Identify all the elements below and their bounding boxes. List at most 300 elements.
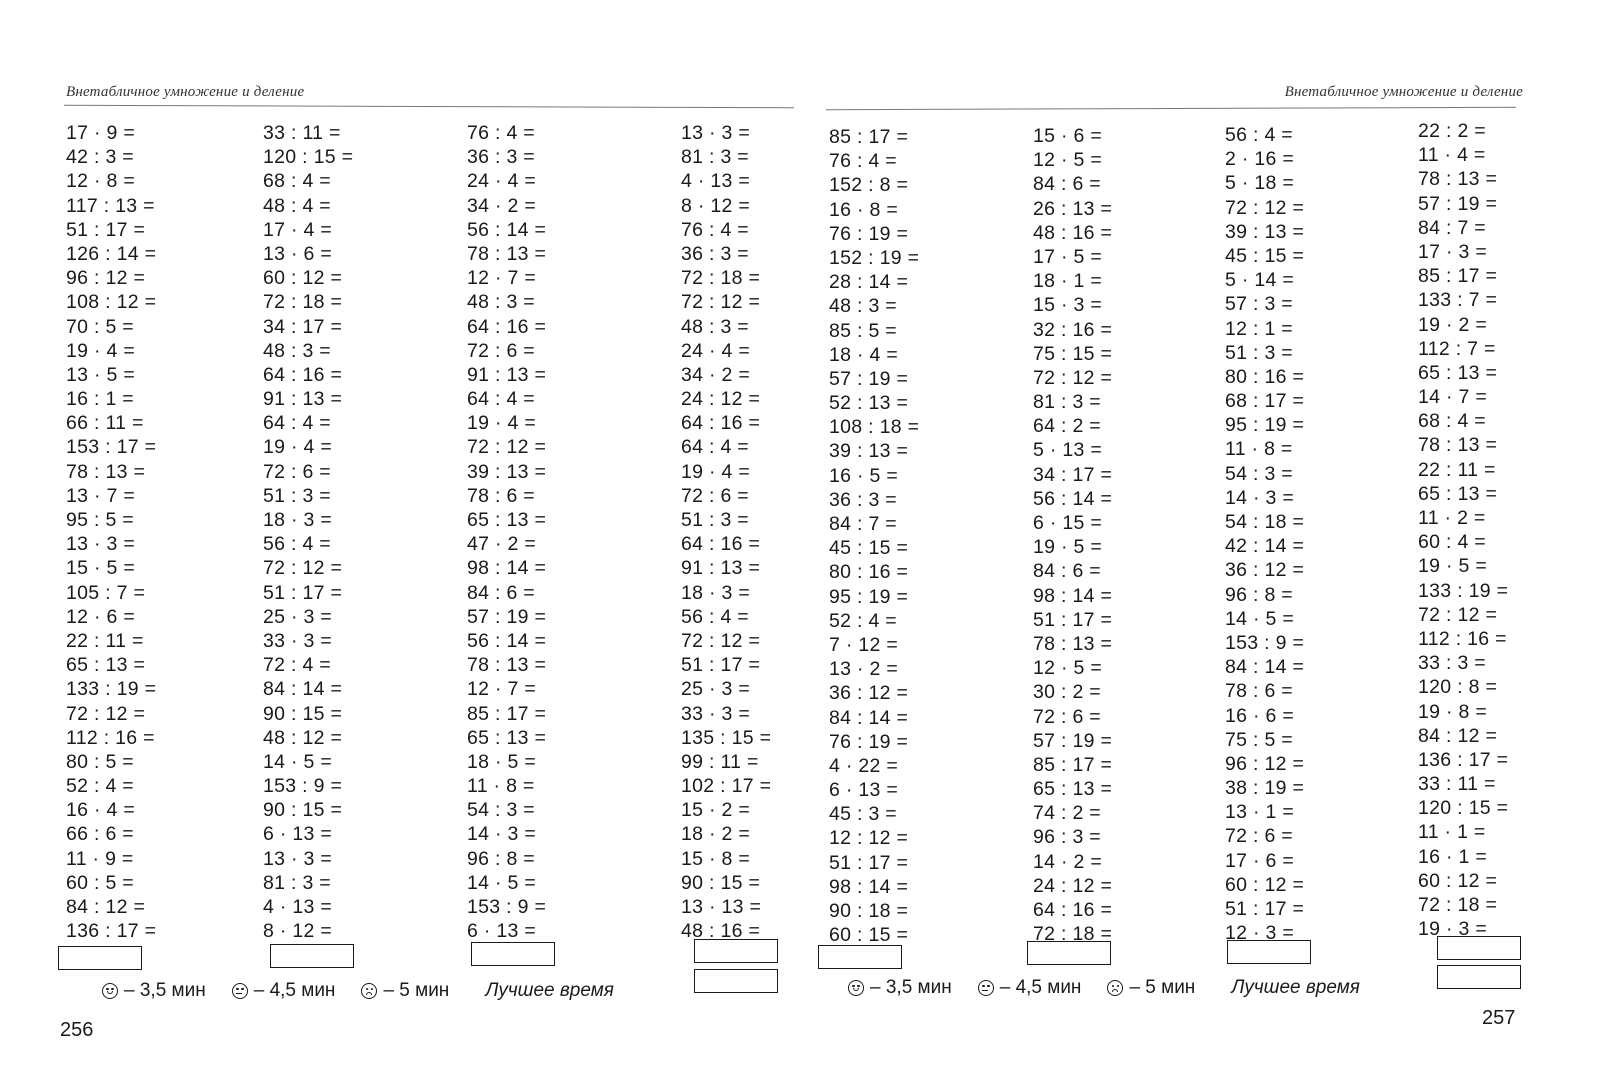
exercise-item: 112 : 16 = [66, 726, 155, 749]
header-rule [64, 105, 794, 109]
exercise-item: 57 : 19 = [1033, 729, 1113, 752]
exercise-item: 72 : 6 = [1033, 705, 1101, 728]
exercise-item: 15 · 2 = [681, 799, 751, 822]
exercise-item: 19 · 4 = [467, 412, 537, 435]
exercise-column-4 [681, 121, 771, 943]
legend-medium-label: – 4,5 мин [253, 980, 336, 1001]
exercise-item: 72 : 6 = [1225, 825, 1293, 848]
exercise-item: 51 : 17 = [1225, 898, 1305, 920]
exercise-item: 14 · 2 = [1033, 850, 1103, 873]
exercise-item: 16 : 1 = [66, 388, 134, 411]
exercise-item: 22 : 11 = [66, 629, 144, 652]
legend-fast-label: – 3,5 мин [124, 980, 206, 1001]
left-page [0, 0, 800, 1080]
time-box[interactable] [58, 946, 142, 970]
exercise-item: 12 · 7 = [467, 678, 537, 701]
exercise-item: 24 : 12 = [681, 388, 761, 411]
exercise-item: 90 : 15 = [263, 799, 343, 822]
exercise-item: 80 : 16 = [1225, 365, 1305, 388]
exercise-item: 84 : 12 = [66, 896, 146, 918]
exercise-item: 19 · 5 = [1033, 536, 1103, 559]
exercise-item: 72 : 12 = [681, 629, 761, 652]
exercise-item: 102 : 17 = [681, 775, 772, 798]
exercise-item: 108 : 18 = [829, 416, 920, 439]
exercise-item: 6 · 13 = [263, 823, 333, 846]
exercise-item: 54 : 3 = [467, 799, 535, 822]
exercise-item: 90 : 18 = [829, 900, 909, 922]
sad-face-icon [361, 983, 377, 999]
exercise-item: 153 : 9 = [1225, 631, 1305, 654]
exercise-item: 78 : 13 = [467, 654, 547, 677]
neutral-face-icon [232, 983, 248, 999]
exercise-item: 152 : 19 = [829, 246, 920, 269]
legend-fast [102, 980, 206, 1002]
exercise-item: 96 : 12 = [1225, 752, 1305, 775]
exercise-item: 78 : 13 = [467, 242, 547, 265]
exercise-item: 72 : 12 = [1225, 196, 1305, 219]
exercise-item: 72 : 12 = [1033, 366, 1113, 389]
exercise-item: 57 : 19 = [1418, 192, 1498, 215]
exercise-item: 19 · 4 = [263, 436, 333, 459]
exercise-item: 36 : 12 = [829, 682, 909, 705]
exercise-item: 65 : 13 = [66, 654, 146, 677]
exercise-item: 52 : 4 = [829, 609, 897, 632]
exercise-item: 64 : 16 = [263, 363, 343, 386]
exercise-item: 12 · 5 = [1033, 657, 1103, 680]
exercise-item: 96 : 8 = [467, 847, 535, 870]
exercise-item: 12 : 1 = [1225, 317, 1293, 340]
exercise-item: 64 : 4 = [263, 412, 331, 435]
exercise-item: 16 · 5 = [829, 464, 899, 487]
exercise-item: 136 : 17 = [66, 920, 157, 943]
exercise-item: 75 : 5 = [1225, 728, 1293, 751]
exercise-item: 81 : 3 = [1033, 391, 1101, 414]
page-number: 256 [60, 1019, 94, 1041]
exercise-item: 33 : 11 = [263, 122, 341, 144]
exercise-item: 19 · 3 = [1418, 918, 1488, 941]
exercise-item: 76 : 4 = [467, 122, 535, 144]
exercise-item: 12 : 12 = [829, 827, 909, 850]
smile-icon [848, 980, 864, 996]
exercise-item: 64 : 16 = [467, 315, 547, 338]
exercise-item: 85 : 17 = [1033, 753, 1113, 776]
exercise-item: 5 · 14 = [1225, 269, 1295, 292]
exercise-item: 4 · 22 = [829, 754, 899, 777]
exercise-item: 48 : 3 = [263, 339, 331, 362]
exercise-item: 14 · 7 = [1418, 386, 1488, 409]
exercise-item: 48 : 4 = [263, 194, 331, 217]
exercise-item: 13 · 6 = [263, 242, 333, 265]
legend-slow-label: – 5 мин [1129, 977, 1196, 998]
exercise-item: 60 : 5 = [66, 871, 134, 894]
exercise-item: 136 : 17 = [1418, 748, 1509, 771]
exercise-item: 13 · 2 = [829, 658, 899, 681]
exercise-item: 66 : 6 = [66, 823, 134, 846]
time-box[interactable] [694, 939, 778, 963]
exercise-item: 60 : 4 = [1418, 531, 1486, 554]
exercise-item: 60 : 12 = [1418, 869, 1498, 892]
exercise-item: 17 · 3 = [1418, 240, 1488, 263]
exercise-item: 19 · 4 = [66, 339, 136, 362]
exercise-item: 133 : 19 = [1418, 579, 1509, 602]
exercise-item: 57 : 19 = [467, 605, 547, 628]
exercise-item: 6 · 15 = [1033, 512, 1103, 534]
exercise-item: 25 · 3 = [263, 605, 333, 628]
exercise-item: 16 · 6 = [1225, 704, 1295, 727]
exercise-item: 12 · 6 = [66, 605, 136, 628]
exercise-item: 56 : 14 = [1033, 487, 1113, 510]
exercise-item: 33 : 3 = [1418, 652, 1486, 675]
exercise-item: 17 · 9 = [66, 122, 136, 144]
exercise-item: 135 : 15 = [681, 726, 772, 749]
exercise-item: 48 : 3 = [467, 291, 535, 314]
exercise-item: 51 : 3 = [681, 509, 749, 531]
best-time-box[interactable] [1437, 965, 1521, 989]
exercise-item: 68 : 17 = [1225, 390, 1305, 413]
exercise-item: 133 : 19 = [66, 678, 157, 701]
exercise-item: 153 : 17 = [66, 436, 157, 459]
exercise-item: 45 : 15 = [1225, 244, 1305, 267]
exercise-item: 133 : 7 = [1418, 289, 1498, 312]
time-box[interactable] [471, 942, 555, 966]
exercise-item: 72 : 12 = [467, 436, 547, 459]
exercise-item: 90 : 15 = [681, 871, 761, 894]
exercise-column-2 [263, 121, 353, 943]
exercise-item: 22 : 11 = [1418, 458, 1496, 481]
exercise-item: 75 : 15 = [1033, 342, 1113, 365]
exercise-item: 16 · 8 = [829, 198, 899, 221]
time-box[interactable] [1027, 941, 1111, 965]
exercise-item: 84 : 7 = [1418, 216, 1486, 239]
exercise-item: 57 : 3 = [1225, 293, 1293, 316]
exercise-item: 96 : 8 = [1225, 583, 1293, 606]
exercise-item: 11 · 2 = [1418, 507, 1486, 529]
exercise-item: 33 : 11 = [1418, 773, 1496, 796]
exercise-item: 18 · 5 = [467, 750, 537, 773]
exercise-item: 65 : 13 = [467, 509, 547, 531]
exercise-item: 65 : 13 = [1418, 482, 1498, 505]
exercise-item: 60 : 12 = [1225, 873, 1305, 896]
exercise-item: 56 : 14 = [467, 218, 547, 241]
exercise-item: 14 · 5 = [263, 750, 333, 773]
exercise-item: 8 · 12 = [263, 920, 333, 943]
exercise-item: 70 : 5 = [66, 315, 134, 338]
exercise-item: 64 : 16 = [681, 412, 761, 435]
exercise-item: 36 : 3 = [681, 242, 749, 265]
exercise-item: 51 : 17 = [829, 851, 909, 874]
exercise-item: 64 : 16 = [681, 533, 761, 556]
exercise-item: 36 : 3 = [467, 146, 535, 169]
exercise-item: 91 : 13 = [467, 363, 547, 386]
time-box[interactable] [270, 944, 354, 968]
exercise-item: 95 : 19 = [1225, 414, 1305, 437]
legend-fast-label: – 3,5 мин [870, 977, 952, 998]
exercise-item: 13 · 5 = [66, 363, 136, 386]
exercise-item: 91 : 13 = [263, 388, 343, 411]
exercise-column-2 [1033, 124, 1112, 946]
exercise-item: 13 · 7 = [66, 484, 136, 507]
best-time-box[interactable] [694, 969, 778, 993]
exercise-item: 95 : 19 = [829, 585, 909, 608]
exercise-item: 28 : 14 = [829, 271, 909, 294]
header-rule [826, 107, 1516, 110]
legend-slow-label: – 5 мин [383, 980, 450, 1001]
page-number: 257 [1482, 1007, 1516, 1029]
exercise-item: 72 : 12 = [681, 291, 761, 314]
exercise-item: 78 : 13 = [1033, 632, 1113, 655]
exercise-item: 11 · 8 = [467, 775, 535, 798]
exercise-item: 51 : 3 = [1225, 341, 1293, 364]
exercise-item: 15 · 8 = [681, 847, 751, 870]
exercise-item: 39 : 13 = [1225, 220, 1305, 243]
exercise-item: 54 : 3 = [1225, 462, 1293, 485]
exercise-item: 34 : 17 = [1033, 463, 1113, 486]
exercise-item: 72 : 6 = [467, 339, 535, 362]
exercise-item: 51 : 17 = [1033, 608, 1113, 631]
legend-medium [232, 980, 336, 1002]
exercise-item: 99 : 11 = [681, 750, 759, 773]
exercise-item: 38 : 19 = [1225, 777, 1305, 800]
exercise-item: 2 · 16 = [1225, 148, 1295, 171]
exercise-item: 48 : 12 = [263, 726, 343, 749]
exercise-item: 51 : 17 = [681, 654, 761, 677]
time-box[interactable] [1437, 936, 1521, 960]
exercise-item: 56 : 4 = [263, 533, 331, 556]
exercise-item: 81 : 3 = [681, 146, 749, 169]
exercise-item: 108 : 12 = [66, 291, 157, 314]
exercise-item: 72 : 18 = [263, 291, 343, 314]
exercise-item: 72 : 18 = [681, 267, 761, 290]
exercise-item: 39 : 13 = [467, 460, 547, 483]
page-header: Внетабличное умножение и деление [1284, 84, 1523, 100]
exercise-item: 18 · 2 = [681, 823, 751, 846]
exercise-item: 84 : 6 = [467, 581, 535, 604]
best-time-label: Лучшее время [1231, 977, 1360, 998]
exercise-item: 72 : 12 = [263, 557, 343, 580]
exercise-column-1 [66, 121, 156, 943]
exercise-item: 34 : 17 = [263, 315, 343, 338]
exercise-item: 120 : 8 = [1418, 676, 1498, 699]
smile-icon [102, 983, 118, 999]
exercise-item: 48 : 3 = [829, 295, 897, 318]
exercise-item: 32 : 16 = [1033, 318, 1113, 341]
exercise-item: 18 · 3 = [263, 509, 333, 531]
exercise-item: 84 : 14 = [263, 678, 343, 701]
exercise-item: 51 : 17 = [263, 581, 343, 604]
exercise-item: 56 : 4 = [1225, 124, 1293, 146]
exercise-column-1 [829, 125, 919, 947]
exercise-item: 13 · 13 = [681, 896, 762, 918]
exercise-item: 85 : 17 = [467, 702, 547, 725]
exercise-item: 76 : 4 = [681, 218, 749, 241]
exercise-item: 78 : 6 = [467, 484, 535, 507]
exercise-item: 15 · 5 = [66, 557, 136, 580]
exercise-item: 80 : 5 = [66, 750, 134, 773]
exercise-item: 98 : 14 = [829, 875, 909, 898]
exercise-item: 117 : 13 = [66, 194, 155, 217]
exercise-item: 78 : 13 = [1418, 168, 1498, 191]
exercise-item: 19 · 8 = [1418, 700, 1488, 723]
exercise-item: 11 · 1 = [1418, 821, 1486, 844]
exercise-item: 81 : 3 = [263, 871, 331, 894]
exercise-item: 65 : 13 = [467, 726, 547, 749]
exercise-item: 13 · 3 = [681, 122, 751, 144]
exercise-item: 51 : 17 = [66, 218, 146, 241]
exercise-item: 4 · 13 = [263, 896, 333, 918]
exercise-item: 96 : 12 = [66, 267, 146, 290]
best-time-label: Лучшее время [485, 980, 614, 1001]
exercise-item: 84 : 7 = [829, 513, 897, 535]
exercise-item: 14 · 5 = [467, 871, 537, 894]
exercise-item: 12 · 8 = [66, 170, 136, 193]
exercise-item: 5 · 13 = [1033, 439, 1103, 462]
exercise-item: 57 : 19 = [829, 367, 909, 390]
exercise-item: 26 : 13 = [1033, 197, 1113, 220]
exercise-item: 60 : 15 = [829, 924, 909, 947]
exercise-item: 68 : 4 = [263, 170, 331, 193]
exercise-item: 85 : 17 = [1418, 265, 1498, 288]
exercise-item: 11 · 9 = [66, 847, 134, 870]
exercise-item: 56 : 4 = [681, 605, 749, 628]
exercise-item: 24 · 4 = [467, 170, 537, 193]
exercise-item: 84 : 12 = [1418, 724, 1498, 747]
time-legend [102, 980, 614, 1002]
exercise-item: 42 : 3 = [66, 146, 134, 169]
page-header: Внетабличное умножение и деление [66, 84, 305, 100]
exercise-item: 76 : 19 = [829, 730, 909, 753]
exercise-item: 95 : 5 = [66, 509, 134, 531]
exercise-item: 13 · 1 = [1225, 801, 1295, 824]
exercise-item: 13 · 3 = [66, 533, 136, 556]
exercise-item: 12 · 3 = [1225, 922, 1295, 945]
exercise-item: 64 : 4 = [467, 388, 535, 411]
neutral-face-icon [978, 980, 994, 996]
exercise-item: 72 : 4 = [263, 654, 331, 677]
exercise-item: 42 : 14 = [1225, 535, 1305, 558]
exercise-item: 91 : 13 = [681, 557, 761, 580]
exercise-item: 48 : 16 = [1033, 221, 1113, 244]
exercise-item: 18 · 3 = [681, 581, 751, 604]
exercise-item: 25 · 3 = [681, 678, 751, 701]
exercise-item: 153 : 9 = [467, 896, 547, 918]
exercise-item: 17 · 5 = [1033, 245, 1103, 268]
exercise-item: 19 · 5 = [1418, 555, 1488, 578]
exercise-item: 17 · 4 = [263, 218, 333, 241]
legend-fast [848, 977, 952, 999]
exercise-item: 64 : 4 = [681, 436, 749, 459]
exercise-item: 85 : 5 = [829, 319, 897, 342]
exercise-item: 19 · 2 = [1418, 313, 1488, 336]
exercise-item: 64 : 16 = [1033, 899, 1113, 921]
time-legend [848, 977, 1360, 999]
exercise-item: 84 : 14 = [1225, 656, 1305, 679]
exercise-item: 30 : 2 = [1033, 681, 1101, 704]
exercise-item: 36 : 3 = [829, 488, 897, 511]
exercise-item: 64 : 2 = [1033, 415, 1101, 438]
time-box[interactable] [818, 945, 902, 969]
exercise-item: 17 · 6 = [1225, 849, 1295, 872]
exercise-item: 16 · 1 = [1418, 845, 1488, 868]
exercise-item: 13 · 3 = [263, 847, 333, 870]
exercise-item: 18 · 1 = [1033, 270, 1103, 293]
exercise-item: 98 : 14 = [467, 557, 547, 580]
exercise-item: 72 : 12 = [66, 702, 146, 725]
exercise-item: 22 : 2 = [1418, 120, 1486, 142]
time-box[interactable] [1227, 940, 1311, 964]
exercise-item: 33 · 3 = [263, 629, 333, 652]
exercise-item: 47 · 2 = [467, 533, 537, 556]
exercise-item: 14 · 5 = [1225, 607, 1295, 630]
exercise-item: 6 · 13 = [829, 779, 899, 802]
exercise-item: 98 : 14 = [1033, 584, 1113, 607]
sad-face-icon [1107, 980, 1123, 996]
exercise-item: 52 : 13 = [829, 392, 909, 415]
exercise-item: 84 : 14 = [829, 706, 909, 729]
exercise-item: 8 · 12 = [681, 194, 751, 217]
exercise-item: 12 · 5 = [1033, 149, 1103, 172]
exercise-item: 45 : 3 = [829, 803, 897, 826]
exercise-item: 11 · 4 = [1418, 144, 1486, 167]
exercise-item: 153 : 9 = [263, 775, 343, 798]
exercise-item: 51 : 3 = [263, 484, 331, 507]
exercise-item: 5 · 18 = [1225, 172, 1295, 195]
exercise-item: 24 · 4 = [681, 339, 751, 362]
exercise-item: 112 : 7 = [1418, 337, 1496, 360]
exercise-item: 33 · 3 = [681, 702, 751, 725]
exercise-column-3 [467, 121, 546, 943]
exercise-item: 4 · 13 = [681, 170, 751, 193]
exercise-item: 126 : 14 = [66, 242, 157, 265]
exercise-item: 112 : 16 = [1418, 627, 1507, 650]
exercise-item: 52 : 4 = [66, 775, 134, 798]
legend-slow [1107, 977, 1195, 999]
exercise-item: 11 · 8 = [1225, 438, 1293, 461]
exercise-item: 84 : 6 = [1033, 560, 1101, 583]
exercise-column-4 [1418, 119, 1508, 941]
exercise-item: 72 : 6 = [681, 484, 749, 507]
exercise-item: 18 · 4 = [829, 343, 899, 366]
exercise-item: 7 · 12 = [829, 633, 899, 656]
exercise-item: 78 : 13 = [66, 460, 146, 483]
exercise-item: 105 : 7 = [66, 581, 146, 604]
exercise-item: 15 · 6 = [1033, 125, 1103, 147]
exercise-item: 84 : 6 = [1033, 173, 1101, 196]
exercise-item: 72 : 18 = [1033, 923, 1113, 946]
exercise-item: 85 : 17 = [829, 126, 909, 148]
exercise-item: 24 : 12 = [1033, 874, 1113, 897]
exercise-item: 65 : 13 = [1418, 361, 1498, 384]
exercise-item: 78 : 6 = [1225, 680, 1293, 703]
exercise-item: 56 : 14 = [467, 629, 547, 652]
exercise-item: 120 : 15 = [1418, 797, 1509, 820]
exercise-item: 76 : 19 = [829, 222, 909, 245]
exercise-item: 65 : 13 = [1033, 778, 1113, 801]
exercise-item: 78 : 13 = [1418, 434, 1498, 457]
exercise-item: 48 : 16 = [681, 920, 761, 943]
exercise-item: 34 · 2 = [467, 194, 537, 217]
legend-slow [361, 980, 449, 1002]
exercise-item: 16 · 4 = [66, 799, 136, 822]
exercise-item: 74 : 2 = [1033, 802, 1101, 825]
exercise-item: 39 : 13 = [829, 440, 909, 463]
right-page [800, 0, 1611, 1080]
exercise-item: 15 · 3 = [1033, 294, 1103, 317]
exercise-item: 14 · 3 = [1225, 486, 1295, 509]
exercise-item: 14 · 3 = [467, 823, 537, 846]
exercise-item: 48 : 3 = [681, 315, 749, 338]
exercise-item: 6 · 13 = [467, 920, 537, 943]
exercise-item: 152 : 8 = [829, 174, 909, 197]
